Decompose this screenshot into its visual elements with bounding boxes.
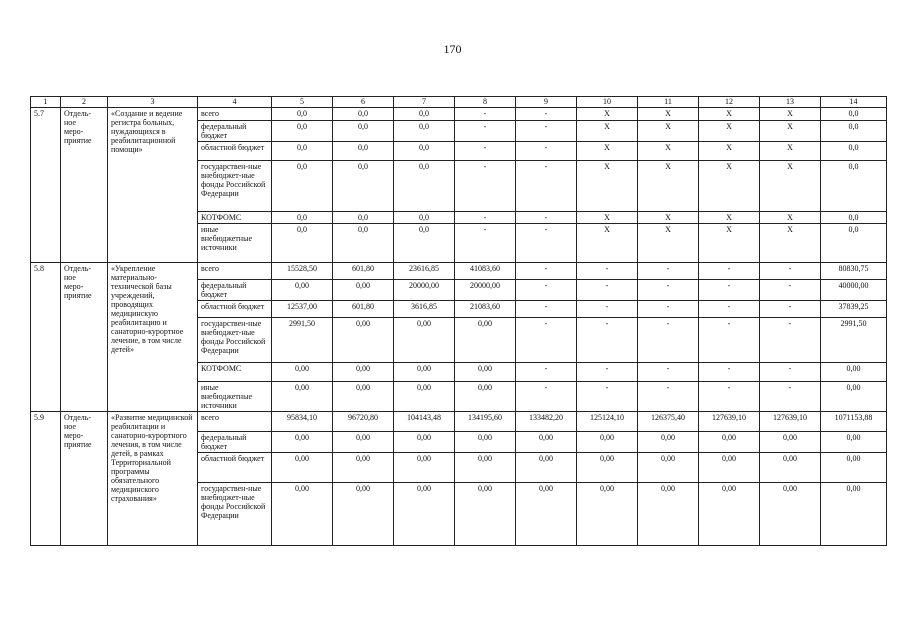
amount-cell: X xyxy=(760,142,821,161)
amount-cell: 0,0 xyxy=(821,142,887,161)
amount-cell: 0,00 xyxy=(821,363,887,382)
table-row xyxy=(31,263,887,280)
amount-cell: 0,00 xyxy=(333,363,394,382)
amount-cell: 2991,50 xyxy=(272,318,333,363)
amount-cell: X xyxy=(760,161,821,212)
amount-cell: - xyxy=(455,108,516,121)
amount-cell: - xyxy=(699,301,760,318)
item-name: «Создание и ведение регистра больных, нуждающихся в реабилитационной помощи» xyxy=(108,108,198,263)
item-number: 5.9 xyxy=(31,412,61,546)
amount-cell: 0,0 xyxy=(821,161,887,212)
amount-cell: 0,0 xyxy=(821,108,887,121)
amount-cell: - xyxy=(577,280,638,301)
column-number-5: 5 xyxy=(272,97,333,108)
funding-source: государствен-ные внебюджет-ные фонды Российской Федерации xyxy=(198,318,272,363)
amount-cell: 80830,75 xyxy=(821,263,887,280)
item-name: «Укрепление материально-технической базы учреждений, проводящих медицинскую реабилитацию и санаторно-курортное лечение, в том числе детей» xyxy=(108,263,198,412)
amount-cell: 0,00 xyxy=(821,453,887,483)
financing-table xyxy=(30,96,887,546)
amount-cell: X xyxy=(638,108,699,121)
amount-cell: 0,00 xyxy=(821,483,887,546)
amount-cell: 20000,00 xyxy=(394,280,455,301)
header-row xyxy=(31,97,887,108)
item-number: 5.7 xyxy=(31,108,61,263)
amount-cell: 0,00 xyxy=(455,453,516,483)
amount-cell: - xyxy=(760,363,821,382)
amount-cell: - xyxy=(577,363,638,382)
amount-cell: - xyxy=(455,212,516,224)
amount-cell: 0,00 xyxy=(699,432,760,453)
amount-cell: 0,00 xyxy=(516,453,577,483)
amount-cell: 41083,60 xyxy=(455,263,516,280)
amount-cell: 126375,40 xyxy=(638,412,699,432)
item-number: 5.8 xyxy=(31,263,61,412)
column-number-8: 8 xyxy=(455,97,516,108)
column-number-7: 7 xyxy=(394,97,455,108)
amount-cell: 0,0 xyxy=(394,121,455,142)
amount-cell: 0,00 xyxy=(394,382,455,412)
amount-cell: - xyxy=(760,280,821,301)
amount-cell: - xyxy=(760,318,821,363)
table-row xyxy=(31,108,887,121)
amount-cell: X xyxy=(699,224,760,263)
amount-cell: 20000,00 xyxy=(455,280,516,301)
amount-cell: 21083,60 xyxy=(455,301,516,318)
funding-source: КОТФОМС xyxy=(198,212,272,224)
funding-source: федеральный бюджет xyxy=(198,121,272,142)
amount-cell: 0,00 xyxy=(638,453,699,483)
amount-cell: 0,00 xyxy=(455,483,516,546)
amount-cell: - xyxy=(699,280,760,301)
amount-cell: - xyxy=(638,382,699,412)
amount-cell: - xyxy=(577,318,638,363)
amount-cell: 0,00 xyxy=(760,432,821,453)
funding-source: КОТФОМС xyxy=(198,363,272,382)
amount-cell: 0,0 xyxy=(394,142,455,161)
amount-cell: X xyxy=(760,108,821,121)
column-number-2: 2 xyxy=(61,97,108,108)
amount-cell: 0,00 xyxy=(699,483,760,546)
amount-cell: - xyxy=(577,263,638,280)
amount-cell: - xyxy=(455,121,516,142)
amount-cell: X xyxy=(638,224,699,263)
amount-cell: - xyxy=(516,121,577,142)
amount-cell: 0,00 xyxy=(394,432,455,453)
amount-cell: 0,0 xyxy=(333,121,394,142)
amount-cell: X xyxy=(577,142,638,161)
amount-cell: 0,00 xyxy=(272,363,333,382)
amount-cell: 0,00 xyxy=(577,483,638,546)
amount-cell: 0,00 xyxy=(333,280,394,301)
amount-cell: 0,0 xyxy=(394,161,455,212)
amount-cell: 133482,20 xyxy=(516,412,577,432)
amount-cell: 0,0 xyxy=(272,224,333,263)
amount-cell: - xyxy=(516,142,577,161)
column-number-13: 13 xyxy=(760,97,821,108)
amount-cell: X xyxy=(638,121,699,142)
amount-cell: - xyxy=(577,382,638,412)
amount-cell: 0,00 xyxy=(394,363,455,382)
amount-cell: 0,0 xyxy=(394,212,455,224)
amount-cell: 601,80 xyxy=(333,263,394,280)
amount-cell: - xyxy=(455,142,516,161)
funding-source: федеральный бюджет xyxy=(198,280,272,301)
amount-cell: 23616,85 xyxy=(394,263,455,280)
amount-cell: 15528,50 xyxy=(272,263,333,280)
amount-cell: X xyxy=(699,212,760,224)
amount-cell: 2991,50 xyxy=(821,318,887,363)
amount-cell: 0,0 xyxy=(272,121,333,142)
amount-cell: - xyxy=(699,382,760,412)
amount-cell: X xyxy=(577,121,638,142)
column-number-11: 11 xyxy=(638,97,699,108)
amount-cell: - xyxy=(638,280,699,301)
amount-cell: 0,00 xyxy=(333,432,394,453)
amount-cell: 0,00 xyxy=(699,453,760,483)
amount-cell: 0,0 xyxy=(821,121,887,142)
item-kind: Отдель- ное меро- приятие xyxy=(61,263,108,412)
amount-cell: - xyxy=(516,318,577,363)
amount-cell: - xyxy=(516,363,577,382)
amount-cell: 0,00 xyxy=(272,453,333,483)
funding-source: областной бюджет xyxy=(198,301,272,318)
item-kind: Отдель- ное меро- приятие xyxy=(61,412,108,546)
amount-cell: - xyxy=(699,318,760,363)
column-number-10: 10 xyxy=(577,97,638,108)
funding-source: всего xyxy=(198,108,272,121)
amount-cell: 0,0 xyxy=(272,212,333,224)
item-name: «Развитие медицинской реабилитации и санаторно-курортного лечения, в том числе детей, в рамках Территориальной программы обязательного медицинского страхования» xyxy=(108,412,198,546)
amount-cell: 134195,60 xyxy=(455,412,516,432)
amount-cell: X xyxy=(760,212,821,224)
column-number-14: 14 xyxy=(821,97,887,108)
amount-cell: X xyxy=(699,108,760,121)
amount-cell: - xyxy=(516,263,577,280)
amount-cell: 0,00 xyxy=(272,280,333,301)
amount-cell: 104143,48 xyxy=(394,412,455,432)
amount-cell: - xyxy=(516,224,577,263)
amount-cell: - xyxy=(516,161,577,212)
amount-cell: 0,00 xyxy=(455,363,516,382)
column-number-4: 4 xyxy=(198,97,272,108)
amount-cell: - xyxy=(760,263,821,280)
amount-cell: X xyxy=(699,121,760,142)
amount-cell: 0,00 xyxy=(577,453,638,483)
amount-cell: 12537,00 xyxy=(272,301,333,318)
amount-cell: 0,0 xyxy=(333,212,394,224)
amount-cell: X xyxy=(638,161,699,212)
amount-cell: 0,00 xyxy=(394,318,455,363)
funding-source: государствен-ные внебюджет-ные фонды Российской Федерации xyxy=(198,161,272,212)
amount-cell: 40000,00 xyxy=(821,280,887,301)
amount-cell: 0,00 xyxy=(821,432,887,453)
amount-cell: 125124,10 xyxy=(577,412,638,432)
amount-cell: X xyxy=(577,108,638,121)
amount-cell: - xyxy=(699,363,760,382)
amount-cell: 0,00 xyxy=(394,483,455,546)
amount-cell: X xyxy=(638,142,699,161)
column-number-6: 6 xyxy=(333,97,394,108)
amount-cell: 0,00 xyxy=(638,483,699,546)
item-kind: Отдель- ное меро- приятие xyxy=(61,108,108,263)
funding-source: иные внебюджетные источники xyxy=(198,224,272,263)
amount-cell: 0,0 xyxy=(821,224,887,263)
amount-cell: - xyxy=(638,263,699,280)
amount-cell: X xyxy=(699,161,760,212)
amount-cell: 0,0 xyxy=(394,224,455,263)
amount-cell: - xyxy=(760,301,821,318)
funding-source: государствен-ные внебюджет-ные фонды Российской Федерации xyxy=(198,483,272,546)
amount-cell: - xyxy=(516,212,577,224)
column-number-9: 9 xyxy=(516,97,577,108)
column-number-1: 1 xyxy=(31,97,61,108)
amount-cell: 0,00 xyxy=(272,432,333,453)
amount-cell: 0,00 xyxy=(333,382,394,412)
amount-cell: 0,0 xyxy=(394,108,455,121)
amount-cell: 96720,80 xyxy=(333,412,394,432)
amount-cell: 0,0 xyxy=(821,212,887,224)
amount-cell: 0,00 xyxy=(455,432,516,453)
amount-cell: - xyxy=(455,224,516,263)
amount-cell: 0,0 xyxy=(333,108,394,121)
amount-cell: - xyxy=(516,108,577,121)
amount-cell: 0,0 xyxy=(272,142,333,161)
amount-cell: - xyxy=(577,301,638,318)
table-row xyxy=(31,412,887,432)
amount-cell: - xyxy=(638,363,699,382)
amount-cell: 0,00 xyxy=(272,382,333,412)
amount-cell: 0,0 xyxy=(333,142,394,161)
amount-cell: 0,00 xyxy=(272,483,333,546)
amount-cell: - xyxy=(516,382,577,412)
amount-cell: 0,00 xyxy=(516,483,577,546)
amount-cell: 0,00 xyxy=(333,453,394,483)
amount-cell: 601,80 xyxy=(333,301,394,318)
amount-cell: 0,00 xyxy=(394,453,455,483)
amount-cell: X xyxy=(760,224,821,263)
amount-cell: - xyxy=(638,318,699,363)
amount-cell: X xyxy=(577,212,638,224)
funding-source: областной бюджет xyxy=(198,453,272,483)
amount-cell: X xyxy=(577,224,638,263)
funding-source: областной бюджет xyxy=(198,142,272,161)
amount-cell: 0,00 xyxy=(455,318,516,363)
amount-cell: 0,0 xyxy=(272,161,333,212)
amount-cell: 0,00 xyxy=(760,453,821,483)
amount-cell: 0,0 xyxy=(272,108,333,121)
amount-cell: 0,00 xyxy=(821,382,887,412)
amount-cell: 0,00 xyxy=(333,318,394,363)
column-number-3: 3 xyxy=(108,97,198,108)
amount-cell: - xyxy=(455,161,516,212)
amount-cell: 0,0 xyxy=(333,161,394,212)
amount-cell: X xyxy=(760,121,821,142)
amount-cell: 3616,85 xyxy=(394,301,455,318)
amount-cell: 0,0 xyxy=(333,224,394,263)
funding-source: федеральный бюджет xyxy=(198,432,272,453)
amount-cell: 1071153,88 xyxy=(821,412,887,432)
page-number: 170 xyxy=(443,42,462,56)
funding-source: всего xyxy=(198,412,272,432)
amount-cell: - xyxy=(638,301,699,318)
amount-cell: 127639,10 xyxy=(760,412,821,432)
amount-cell: 0,00 xyxy=(577,432,638,453)
amount-cell: 0,00 xyxy=(455,382,516,412)
funding-source: всего xyxy=(198,263,272,280)
amount-cell: 37839,25 xyxy=(821,301,887,318)
amount-cell: - xyxy=(516,280,577,301)
amount-cell: X xyxy=(638,212,699,224)
funding-source: иные внебюджетные источники xyxy=(198,382,272,412)
amount-cell: 95834,10 xyxy=(272,412,333,432)
amount-cell: 127639,10 xyxy=(699,412,760,432)
amount-cell: 0,00 xyxy=(638,432,699,453)
amount-cell: - xyxy=(699,263,760,280)
amount-cell: - xyxy=(760,382,821,412)
amount-cell: X xyxy=(699,142,760,161)
amount-cell: 0,00 xyxy=(760,483,821,546)
amount-cell: 0,00 xyxy=(516,432,577,453)
amount-cell: X xyxy=(577,161,638,212)
column-number-12: 12 xyxy=(699,97,760,108)
amount-cell: - xyxy=(516,301,577,318)
amount-cell: 0,00 xyxy=(333,483,394,546)
